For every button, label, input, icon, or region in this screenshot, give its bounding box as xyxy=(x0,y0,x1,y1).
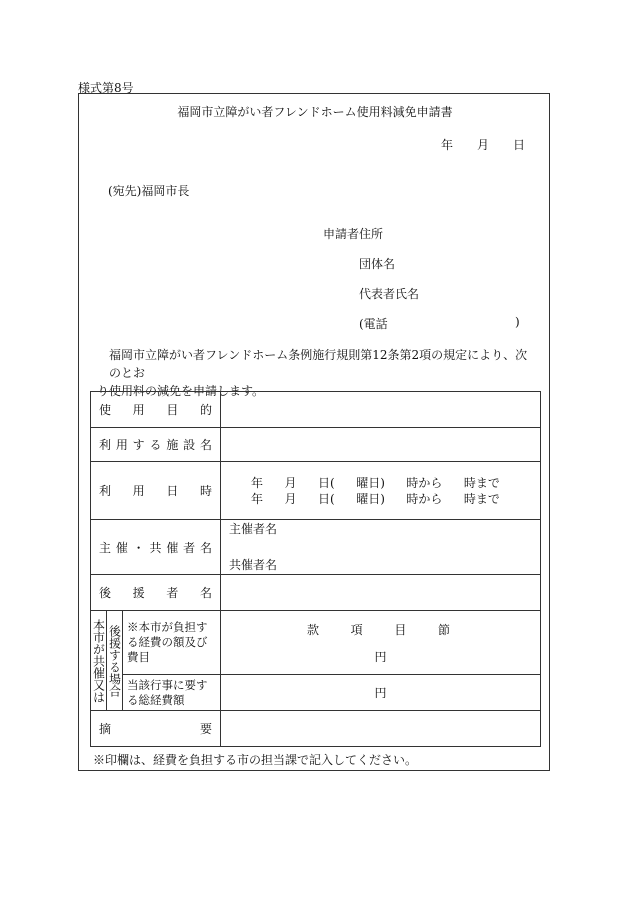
datetime-char-2: 日 xyxy=(166,484,179,498)
supporter-char-2: 者 xyxy=(166,586,179,600)
expense-label: ※本市が負担する経費の額及び費目 xyxy=(127,620,208,664)
supporter-char-1: 援 xyxy=(132,586,145,600)
facility-char-0: 利 xyxy=(99,438,112,452)
form-frame xyxy=(78,93,550,771)
form-number: 様式第8号 xyxy=(78,81,134,95)
row-facility xyxy=(91,428,541,462)
organizer-char-1: 催 xyxy=(115,540,128,555)
supporter-label-cell xyxy=(91,575,221,611)
datetime-l2-part-0: 年 xyxy=(251,491,264,506)
remarks-label xyxy=(91,720,220,737)
phone-open-label: (電話 xyxy=(359,317,388,331)
supporter-label xyxy=(91,584,220,601)
organizer-label xyxy=(91,539,220,556)
datetime-l1-part-4: 時から xyxy=(406,475,443,490)
organizer-char-2: ・ xyxy=(132,540,145,555)
group-name-label: 団体名 xyxy=(359,257,396,271)
city-case-outer-label-cell xyxy=(91,611,107,711)
datetime-l1-part-5: 時まで xyxy=(463,475,500,490)
organizer-char-5: 者 xyxy=(183,540,196,555)
budget-item-0: 款 xyxy=(307,622,320,637)
representative-label: 代表者氏名 xyxy=(359,287,420,301)
datetime-l2-part-2: 日( xyxy=(318,491,335,506)
budget-items xyxy=(221,621,540,638)
city-case-inner-label-cell xyxy=(107,611,123,711)
facility-char-3: る xyxy=(149,438,162,452)
purpose-char-0: 使 xyxy=(99,403,112,417)
addressee: (宛先)福岡市長 xyxy=(108,184,190,198)
organizer-char-6: 名 xyxy=(199,540,212,555)
facility-label xyxy=(91,436,220,453)
datetime-l2-part-4: 時から xyxy=(406,491,443,506)
datetime-l2-part-5: 時まで xyxy=(463,491,500,506)
budget-item-2: 目 xyxy=(394,622,407,637)
facility-char-1: 用 xyxy=(115,438,128,452)
organizer-char-0: 主 xyxy=(99,540,112,555)
footnote: ※印欄は、経費を負担する市の担当課で記入してください。 xyxy=(93,753,418,767)
facility-label-cell xyxy=(91,428,221,462)
total-label-cell xyxy=(123,675,221,711)
facility-char-4: 施 xyxy=(166,438,179,452)
datetime-field[interactable] xyxy=(221,462,541,520)
facility-char-6: 名 xyxy=(199,438,212,452)
organizer-char-3: 共 xyxy=(149,540,162,555)
intro-line-2: り使用料の減免を申請します。 xyxy=(97,384,265,398)
datetime-l1-part-2: 日( xyxy=(318,475,335,490)
purpose-char-1: 用 xyxy=(132,403,145,417)
co-organizer-label: 共催者名 xyxy=(229,558,278,572)
total-yen: 円 xyxy=(374,686,387,700)
supporter-field[interactable] xyxy=(221,575,541,611)
organizer-char-4: 催 xyxy=(166,540,179,555)
city-case-inner-label: 後援する場合 xyxy=(107,624,122,697)
datetime-char-1: 用 xyxy=(132,484,145,498)
datetime-l2-part-1: 月 xyxy=(284,491,297,506)
form-title: 福岡市立障がい者フレンドホーム使用料減免申請書 xyxy=(177,105,453,119)
remarks-char-1: 要 xyxy=(199,722,212,736)
datetime-l1-part-3: 曜日) xyxy=(356,475,385,490)
total-expense-label: 当該行事に要する総経費額 xyxy=(127,677,208,707)
row-total-expense xyxy=(91,675,541,711)
row-remarks xyxy=(91,711,541,747)
row-city-expense xyxy=(91,611,541,675)
remarks-field[interactable] xyxy=(221,711,541,747)
remarks-char-0: 摘 xyxy=(99,722,112,736)
application-table xyxy=(90,391,541,747)
purpose-label-cell xyxy=(91,392,221,428)
main-organizer-label: 主催者名 xyxy=(229,522,278,536)
date-year: 年 xyxy=(441,138,454,152)
intro-line-1: 福岡市立障がい者フレンドホーム条例施行規則第12条第2項の規定により、次のとお xyxy=(109,348,528,380)
datetime-l1-part-1: 月 xyxy=(284,475,297,490)
datetime-l1-part-0: 年 xyxy=(251,475,264,490)
applicant-address-label: 申請者住所 xyxy=(323,227,384,241)
datetime-char-3: 時 xyxy=(199,484,212,498)
datetime-label-cell xyxy=(91,462,221,520)
expense-yen: 円 xyxy=(374,649,387,664)
row-supporter xyxy=(91,575,541,611)
budget-item-1: 項 xyxy=(350,622,363,637)
date-month: 月 xyxy=(477,138,490,152)
expense-field[interactable] xyxy=(221,611,541,675)
date-day: 日 xyxy=(513,138,526,152)
phone-close-label: ) xyxy=(515,315,520,329)
facility-char-5: 設 xyxy=(183,438,196,452)
total-expense-field[interactable] xyxy=(221,675,541,711)
facility-char-2: す xyxy=(132,438,145,452)
expense-label-cell xyxy=(123,611,221,675)
datetime-line-1 xyxy=(221,475,540,491)
organizer-label-cell xyxy=(91,520,221,575)
datetime-char-0: 利 xyxy=(99,484,112,498)
purpose-char-3: 的 xyxy=(199,403,212,417)
facility-field[interactable] xyxy=(221,428,541,462)
datetime-line-2 xyxy=(221,491,540,507)
remarks-label-cell xyxy=(91,711,221,747)
row-datetime xyxy=(91,462,541,520)
budget-item-3: 節 xyxy=(437,622,450,637)
datetime-l2-part-3: 曜日) xyxy=(356,491,385,506)
city-case-outer-label: 本市が共催又は xyxy=(91,618,106,703)
datetime-label xyxy=(91,482,220,499)
supporter-char-3: 名 xyxy=(199,586,212,600)
organizer-field[interactable] xyxy=(221,520,541,575)
row-organizer xyxy=(91,520,541,575)
supporter-char-0: 後 xyxy=(99,586,112,600)
purpose-char-2: 目 xyxy=(166,403,179,417)
purpose-label xyxy=(91,401,220,418)
purpose-field[interactable] xyxy=(221,392,541,428)
row-purpose xyxy=(91,392,541,428)
